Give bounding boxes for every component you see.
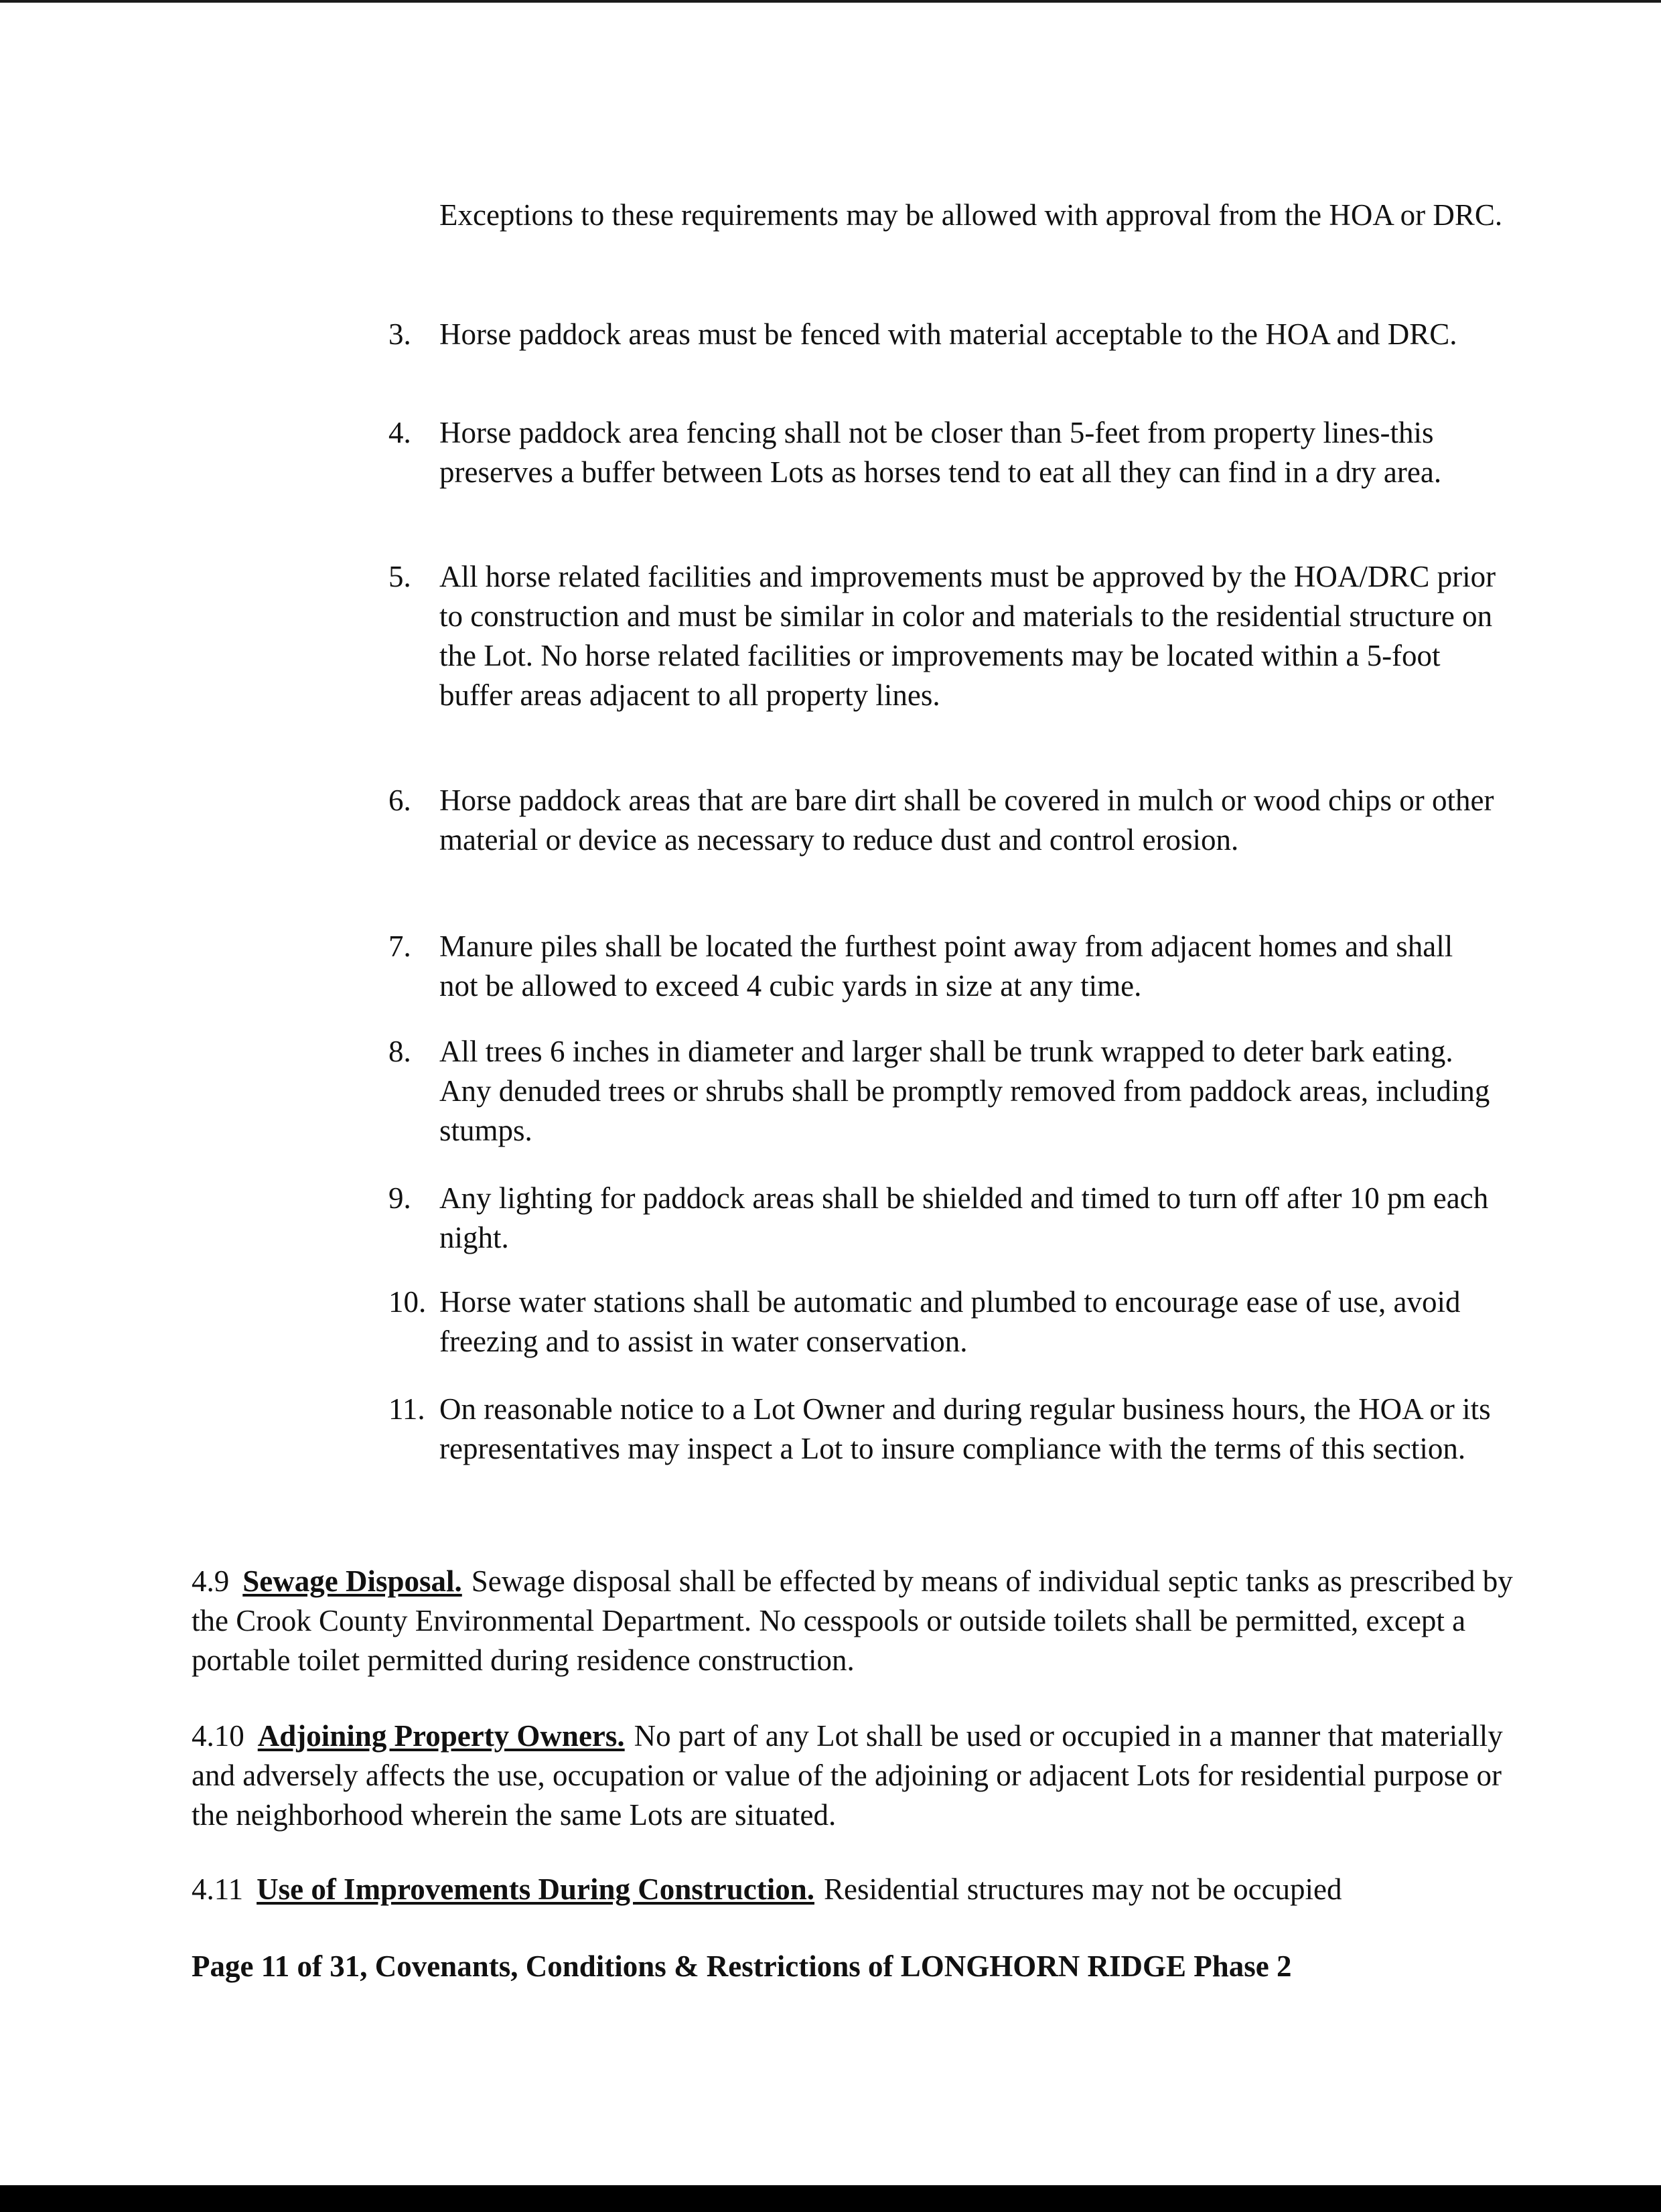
list-item-4 bbox=[388, 413, 1527, 492]
list-item-7 bbox=[388, 927, 1527, 1006]
list-item-text: Horse paddock areas must be fenced with material acceptable to the HOA and DRC. bbox=[439, 317, 1457, 351]
section-4-9 bbox=[192, 1562, 1518, 1680]
list-item-6 bbox=[388, 781, 1527, 860]
section-number: 4.10 bbox=[192, 1719, 244, 1753]
list-item-text: Horse paddock area fencing shall not be closer than 5-feet from property lines-this preserves a buffer between Lots as horses tend to eat all they can find in a dry area. bbox=[439, 416, 1442, 489]
page-footer: Page 11 of 31, Covenants, Conditions & Restrictions of LONGHORN RIDGE Phase 2 bbox=[192, 1949, 1292, 1983]
list-item-number: 10. bbox=[388, 1285, 427, 1319]
list-item-number: 8. bbox=[388, 1035, 411, 1068]
section-body: Sewage disposal shall be effected by means of individual septic tanks as prescribed by the Crook County Environmental Department. No cesspools or outside toilets shall be permitted, except a portable toilet permitted during residence construction. bbox=[192, 1564, 1513, 1677]
list-item-number: 9. bbox=[388, 1181, 411, 1215]
list-item-9 bbox=[388, 1179, 1527, 1258]
list-item-text: Horse paddock areas that are bare dirt shall be covered in mulch or wood chips or other material or device as necessary to reduce dust and control erosion. bbox=[439, 784, 1494, 857]
list-item-text: Manure piles shall be located the furthest point away from adjacent homes and shall not be allowed to exceed 4 cubic yards in size at any time. bbox=[439, 930, 1453, 1003]
section-title: Sewage Disposal. bbox=[242, 1564, 462, 1598]
list-item-10 bbox=[388, 1282, 1527, 1361]
section-body: No part of any Lot shall be used or occupied in a manner that materially and adversely affects the use, occupation or value of the adjoining or adjacent Lots for residential purpose or the neighborhood wherein the same Lots are situated. bbox=[192, 1719, 1503, 1832]
section-number: 4.9 bbox=[192, 1564, 230, 1598]
section-number: 4.11 bbox=[192, 1872, 244, 1906]
list-item-text: Any lighting for paddock areas shall be shielded and timed to turn off after 10 pm each night. bbox=[439, 1181, 1489, 1254]
list-item-8 bbox=[388, 1032, 1527, 1151]
list-item-text: All trees 6 inches in diameter and larger shall be trunk wrapped to deter bark eating. Any denuded trees or shrubs shall be promptly removed from paddock areas, including stumps. bbox=[439, 1035, 1490, 1147]
list-item-number: 4. bbox=[388, 416, 411, 449]
list-item-number: 6. bbox=[388, 784, 411, 817]
list-item-3 bbox=[388, 315, 1527, 354]
scan-bottom-edge bbox=[0, 2185, 1661, 2212]
list-item-5 bbox=[388, 557, 1527, 715]
list-item-text: On reasonable notice to a Lot Owner and during regular business hours, the HOA or its representatives may inspect a Lot to insure compliance with the terms of this section. bbox=[439, 1392, 1491, 1465]
list-item-text: All horse related facilities and improvements must be approved by the HOA/DRC prior to construction and must be similar in color and materials to the residential structure on the Lot. No horse related facilities or improvements may be located within a 5-foot buffer areas adjacent to all property lines. bbox=[439, 560, 1496, 712]
list-item-number: 7. bbox=[388, 930, 411, 963]
section-title: Use of Improvements During Construction. bbox=[257, 1872, 814, 1906]
list-item-number: 11. bbox=[388, 1392, 425, 1426]
list-item-number: 3. bbox=[388, 317, 411, 351]
list-item-number: 5. bbox=[388, 560, 411, 593]
section-4-11 bbox=[192, 1870, 1518, 1909]
list-item-11 bbox=[388, 1390, 1527, 1469]
section-title: Adjoining Property Owners. bbox=[257, 1719, 625, 1753]
section-body: Residential structures may not be occupied bbox=[824, 1872, 1342, 1906]
section-4-10 bbox=[192, 1716, 1518, 1835]
list-item-text: Horse water stations shall be automatic and plumbed to encourage ease of use, avoid freezing and to assist in water conservation. bbox=[439, 1285, 1461, 1358]
intro-paragraph: Exceptions to these requirements may be allowed with approval from the HOA or DRC. bbox=[439, 198, 1503, 232]
